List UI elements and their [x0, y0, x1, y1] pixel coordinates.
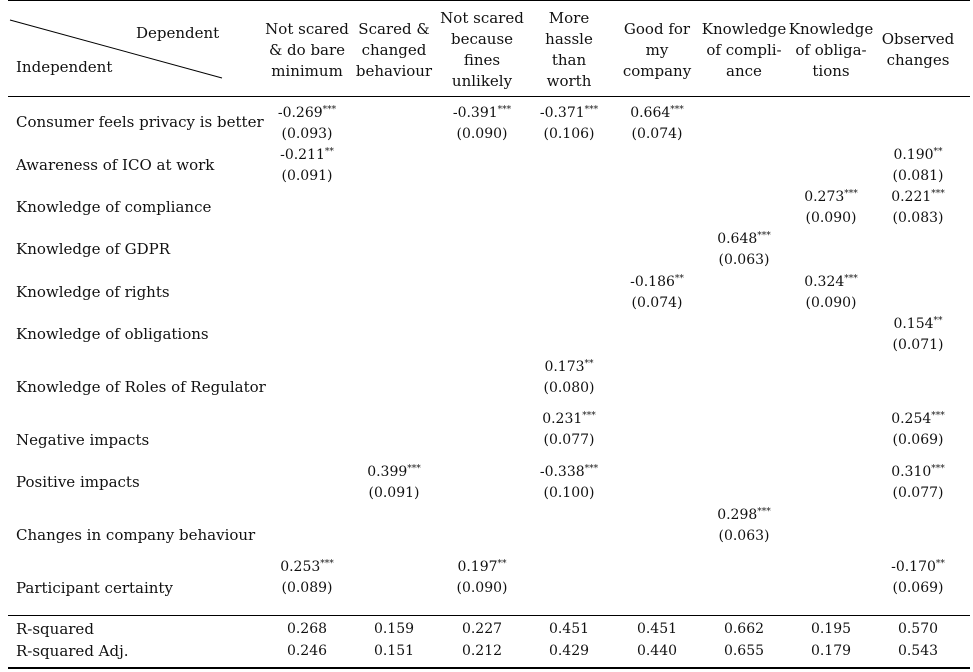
coefficient-value: 0.310 — [891, 464, 932, 480]
stat-value: 0.440 — [636, 643, 678, 659]
significance-stars: ** — [674, 274, 684, 284]
column-header — [432, 8, 532, 92]
significance-stars: *** — [322, 105, 337, 115]
column-header — [868, 29, 968, 71]
standard-error: (0.083) — [892, 210, 944, 226]
coefficient-value: -0.391 — [452, 105, 498, 121]
stat-value: 0.662 — [723, 621, 765, 637]
bottom-rule — [8, 667, 970, 669]
coefficient-cell — [519, 103, 619, 145]
standard-error: (0.069) — [892, 432, 944, 448]
coefficient-cell — [519, 357, 619, 399]
significance-stars: ** — [935, 559, 945, 569]
significance-stars: ** — [933, 316, 943, 326]
significance-stars: *** — [670, 105, 684, 115]
significance-stars: ** — [584, 359, 594, 369]
coefficient — [607, 272, 707, 293]
column-header-line: & do bare — [268, 41, 346, 59]
stat-value: 0.227 — [461, 621, 503, 637]
coefficient-cell — [257, 103, 357, 145]
coefficient-cell — [607, 272, 707, 314]
stat-value: 0.151 — [373, 643, 415, 659]
standard-error: (0.106) — [543, 126, 595, 142]
column-header — [519, 8, 619, 92]
body-rule — [8, 615, 970, 616]
row-label: Negative impacts — [16, 431, 150, 449]
coefficient-cell — [432, 103, 532, 145]
coefficient-cell — [781, 187, 881, 229]
column-header-line: my — [645, 41, 669, 59]
stat-value: 0.543 — [897, 643, 939, 659]
significance-stars: *** — [844, 189, 858, 199]
coefficient — [257, 145, 357, 166]
coefficient — [519, 357, 619, 378]
column-header-line: company — [622, 62, 692, 80]
coefficient-cell — [694, 229, 794, 271]
column-header — [257, 19, 357, 82]
coefficient — [868, 187, 968, 208]
coefficient-value: 0.173 — [544, 359, 585, 375]
stat-value: 0.159 — [373, 621, 415, 637]
row-label: Knowledge of GDPR — [16, 240, 171, 258]
significance-stars: ** — [933, 147, 943, 157]
coefficient-cell — [868, 409, 968, 451]
coefficient-value: 0.221 — [891, 189, 932, 205]
significance-stars: *** — [844, 274, 858, 284]
significance-stars: *** — [407, 464, 421, 474]
coefficient — [519, 462, 619, 483]
coefficient-value: -0.211 — [280, 147, 325, 163]
coefficient-cell — [607, 103, 707, 145]
column-header-line: hassle — [545, 30, 593, 48]
significance-stars: *** — [582, 411, 596, 421]
column-header-line: worth — [546, 72, 592, 90]
coefficient — [607, 103, 707, 124]
column-header — [781, 19, 881, 82]
coefficient-cell — [868, 462, 968, 504]
coefficient-cell — [781, 272, 881, 314]
stat-value: 0.212 — [461, 643, 503, 659]
coefficient-value: -0.269 — [277, 105, 323, 121]
coefficient-value: 0.298 — [717, 507, 758, 523]
column-header-line: Scared & — [358, 20, 430, 38]
column-header-line: than — [551, 51, 587, 69]
standard-error: (0.089) — [281, 580, 333, 596]
stat-value: 0.268 — [286, 621, 328, 637]
column-header-line: Observed — [881, 30, 955, 48]
coefficient — [868, 462, 968, 483]
stat-value: 0.655 — [723, 643, 765, 659]
coefficient — [868, 314, 968, 335]
coefficient — [694, 229, 794, 250]
coefficient-cell — [694, 505, 794, 547]
coefficient-value: 0.664 — [630, 105, 671, 121]
stat-value: 0.451 — [548, 621, 590, 637]
stat-value: 0.429 — [548, 643, 590, 659]
coefficient-cell — [344, 462, 444, 504]
standard-error: (0.091) — [368, 485, 420, 501]
coefficient-cell — [257, 557, 357, 599]
standard-error: (0.100) — [543, 485, 595, 501]
column-header-line: unlikely — [451, 72, 513, 90]
standard-error: (0.090) — [456, 126, 508, 142]
coefficient-value: 0.197 — [457, 559, 498, 575]
column-header-line: Knowledge — [701, 20, 787, 38]
stat-value: 0.246 — [286, 643, 328, 659]
standard-error: (0.090) — [805, 210, 857, 226]
standard-error: (0.069) — [892, 580, 944, 596]
standard-error: (0.090) — [805, 295, 857, 311]
stat-label: R-squared — [16, 620, 94, 638]
row-label: Changes in company behaviour — [16, 526, 256, 544]
column-header-line: Knowledge — [788, 20, 874, 38]
coefficient-cell — [868, 187, 968, 229]
significance-stars: *** — [931, 189, 945, 199]
column-header-line: behaviour — [355, 62, 433, 80]
column-header-line: tions — [812, 62, 850, 80]
coefficient-value: 0.648 — [717, 231, 758, 247]
column-header-line: ance — [726, 62, 762, 80]
coefficient — [694, 505, 794, 526]
significance-stars: ** — [324, 147, 334, 157]
coefficient-cell — [257, 145, 357, 187]
standard-error: (0.081) — [892, 168, 944, 184]
coefficient-value: 0.399 — [367, 464, 408, 480]
coefficient — [257, 557, 357, 578]
coefficient-value: 0.154 — [893, 316, 934, 332]
coefficient — [868, 145, 968, 166]
significance-stars: ** — [497, 559, 507, 569]
column-header-line: More — [548, 9, 590, 27]
standard-error: (0.074) — [631, 126, 683, 142]
coefficient — [868, 409, 968, 430]
column-header-line: of compli- — [706, 41, 782, 59]
standard-error: (0.077) — [543, 432, 595, 448]
significance-stars: *** — [584, 464, 599, 474]
column-header — [607, 19, 707, 82]
row-label: Participant certainty — [16, 579, 173, 597]
coefficient — [344, 462, 444, 483]
column-header — [344, 19, 444, 82]
standard-error: (0.080) — [543, 380, 595, 396]
column-header-line: Not scared — [440, 9, 524, 27]
standard-error: (0.063) — [718, 528, 770, 544]
coefficient-value: -0.170 — [891, 559, 936, 575]
column-header-line: changes — [886, 51, 950, 69]
standard-error: (0.091) — [281, 168, 333, 184]
dependent-label: Dependent — [136, 24, 220, 42]
significance-stars: *** — [757, 231, 771, 241]
standard-error: (0.077) — [892, 485, 944, 501]
coefficient — [781, 272, 881, 293]
stat-value: 0.195 — [810, 621, 852, 637]
row-label: Positive impacts — [16, 473, 140, 491]
stat-value: 0.179 — [810, 643, 852, 659]
standard-error: (0.063) — [718, 252, 770, 268]
row-label: Consumer feels privacy is better — [16, 113, 264, 131]
standard-error: (0.093) — [281, 126, 333, 142]
column-header-line: changed — [361, 41, 427, 59]
row-label: Knowledge of Roles of Regulator — [16, 378, 266, 396]
column-header-line: because — [450, 30, 514, 48]
coefficient — [432, 557, 532, 578]
coefficient — [257, 103, 357, 124]
coefficient-value: 0.254 — [891, 411, 932, 427]
coefficient — [519, 409, 619, 430]
coefficient-cell — [868, 314, 968, 356]
row-label: Knowledge of rights — [16, 283, 170, 301]
stat-label: R-squared Adj. — [16, 642, 129, 660]
coefficient-cell — [519, 462, 619, 504]
standard-error: (0.090) — [456, 580, 508, 596]
coefficient-cell — [868, 145, 968, 187]
row-label: Awareness of ICO at work — [16, 156, 215, 174]
coefficient-value: -0.186 — [630, 274, 675, 290]
significance-stars: *** — [931, 411, 945, 421]
significance-stars: *** — [931, 464, 945, 474]
coefficient — [519, 103, 619, 124]
column-header-line: Not scared — [265, 20, 349, 38]
significance-stars: *** — [757, 507, 771, 517]
independent-label: Independent — [16, 58, 113, 76]
coefficient-value: 0.231 — [542, 411, 583, 427]
row-label: Knowledge of compliance — [16, 198, 212, 216]
header-rule — [8, 96, 970, 97]
coefficient-cell — [519, 409, 619, 451]
stat-value: 0.451 — [636, 621, 678, 637]
significance-stars: *** — [497, 105, 512, 115]
coefficient — [432, 103, 532, 124]
coefficient-value: 0.253 — [280, 559, 321, 575]
column-header-line: of obliga- — [795, 41, 867, 59]
coefficient — [868, 557, 968, 578]
header-diagonal-divider — [0, 0, 260, 96]
coefficient-cell — [432, 557, 532, 599]
coefficient-value: 0.273 — [804, 189, 845, 205]
coefficient-value: -0.371 — [539, 105, 585, 121]
significance-stars: *** — [320, 559, 334, 569]
coefficient-value: 0.190 — [893, 147, 934, 163]
coefficient-value: -0.338 — [539, 464, 585, 480]
standard-error: (0.071) — [892, 337, 944, 353]
column-header-line: Good for — [623, 20, 691, 38]
column-header-line: minimum — [271, 62, 343, 80]
standard-error: (0.074) — [631, 295, 683, 311]
coefficient-cell — [868, 557, 968, 599]
row-label: Knowledge of obligations — [16, 325, 209, 343]
column-header-line: fines — [463, 51, 501, 69]
coefficient-value: 0.324 — [804, 274, 845, 290]
coefficient — [781, 187, 881, 208]
significance-stars: *** — [584, 105, 599, 115]
column-header — [694, 19, 794, 82]
stat-value: 0.570 — [897, 621, 939, 637]
